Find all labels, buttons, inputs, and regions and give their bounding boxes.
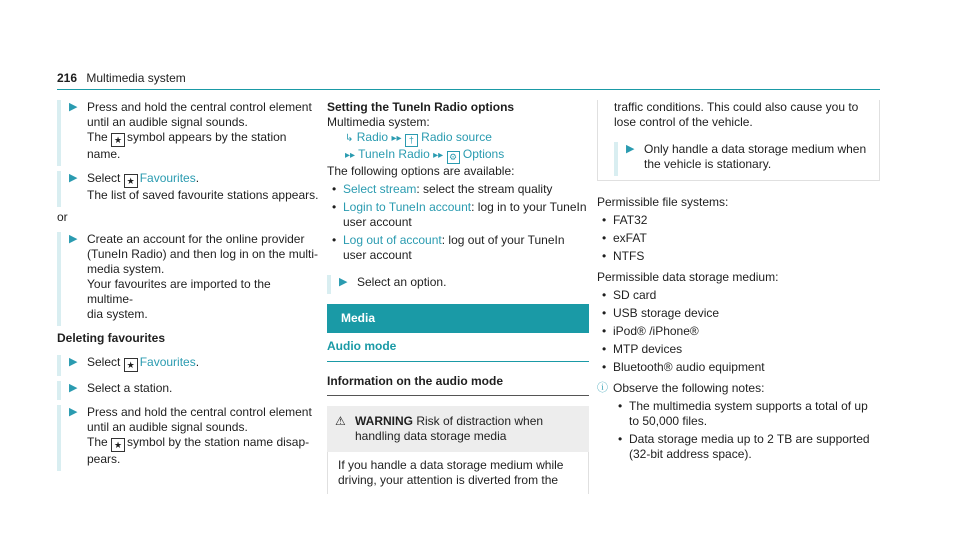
step-select-favourites-2: ▶ Select ★ Favourites. [57,355,319,372]
page-number: 216 [57,71,78,85]
warning-body: If you handle a data storage medium while driving, your attention is diverted from the [327,452,589,494]
options-list [327,182,589,263]
audio-mode-heading: Audio mode [327,339,589,362]
list-item: • Select stream: select the stream quality [327,182,589,197]
nav-path-line-1 [327,130,589,147]
warning-box [327,406,589,452]
return-arrow-icon: ↳ [345,133,354,144]
column-2 [327,100,589,494]
nav-path-line-2 [327,147,589,164]
column-3 [597,100,880,468]
page-header [57,71,186,85]
media-list [597,288,880,375]
arrow-right-icon: ▶ [69,382,78,394]
step-stationary: ▶ Only handle a data storage medium when the vehicle is stationary. [614,142,869,172]
arrow-right-icon: ▶ [69,172,78,184]
antenna-icon: † [405,134,418,147]
nav-tunein-radio[interactable]: TuneIn Radio [358,147,430,161]
warning-triangle-icon: ⚠ [335,414,346,428]
nav-radio-source[interactable]: Radio source [421,130,492,144]
list-item: • Log out of account: log out of your TuneIn user account [327,233,589,263]
nav-intro: Multimedia system: [327,115,430,129]
or-label: or [57,210,68,224]
star-icon: ★ [111,133,125,147]
column-1 [57,100,319,476]
header-rule [57,89,880,90]
info-audio-mode-heading: Information on the audio mode [327,374,589,396]
arrow-right-icon: ▶ [626,143,635,155]
note-block: ⓘ Observe the following notes: • The multimedia system supports a total of up to 50,000 files. • Data storage media up to 2 TB are supported (32-bit address space). [597,381,880,462]
list-item: • SD card [597,288,880,303]
tunein-options-heading: Setting the TuneIn Radio options [327,100,515,114]
double-arrow-icon: ▸▸ [345,150,356,161]
list-item: • The multimedia system supports a total of up to 50,000 files. [613,399,880,429]
list-item: • NTFS [597,249,880,264]
step-select-option: ▶ Select an option. [327,275,589,290]
arrow-right-icon: ▶ [69,101,78,113]
media-section-bar: Media [327,304,589,333]
list-item: • exFAT [597,231,880,246]
step-create-account: ▶ Create an account for the online provider (TuneIn Radio) and then log in on the multi- media system. Your favourites are imported to the multime- dia system. [57,232,319,322]
list-item: • Bluetooth® audio equipment [597,360,880,375]
warning-label: WARNING [355,414,413,428]
arrow-right-icon: ▶ [69,233,78,245]
list-item: • Data storage media up to 2 TB are supported (32-bit address space). [613,432,880,462]
favourites-link-2[interactable]: Favourites [139,355,196,369]
warning-continuation: traffic conditions. This could also cause you to lose control of the vehicle. ▶ Only handle a data storage medium when the vehicle is stationary. [597,100,880,181]
media-heading: Permissible data storage medium: [597,270,779,284]
list-item: • MTP devices [597,342,880,357]
arrow-right-icon: ▶ [69,356,78,368]
fs-list [597,213,880,264]
step-select-station: ▶ Select a station. [57,381,319,396]
section-title: Multimedia system [86,71,186,85]
arrow-right-icon: ▶ [339,276,348,288]
nav-radio[interactable]: Radio [356,130,389,144]
star-icon: ★ [124,358,138,372]
list-item: • iPod® /iPhone® [597,324,880,339]
star-icon: ★ [111,438,125,452]
favourites-link[interactable]: Favourites [139,171,196,185]
step-press-hold-2: ▶ Press and hold the central control element until an audible signal sounds. The ★ symbol by the station name disap- pears. [57,405,319,467]
list-item: • Login to TuneIn account: log in to your TuneIn user account [327,200,589,230]
step-press-hold: ▶ Press and hold the central control element until an audible signal sounds. The ★ symbol appears by the station name. [57,100,319,162]
fs-heading: Permissible file systems: [597,195,729,209]
gear-icon: ⚙ [447,151,460,164]
notes-list [613,399,880,462]
double-arrow-icon: ▸▸ [433,150,444,161]
list-item: • FAT32 [597,213,880,228]
list-item: • USB storage device [597,306,880,321]
arrow-right-icon: ▶ [69,406,78,418]
nav-options[interactable]: Options [462,147,505,161]
info-icon: ⓘ [597,382,608,394]
star-icon: ★ [124,174,138,188]
options-intro: The following options are available: [327,164,515,178]
step-select-favourites: ▶ Select ★ Favourites. The list of saved favourite stations appears. [57,171,319,203]
warning-text: Risk of distraction when handling data storage media [355,414,544,443]
double-arrow-icon: ▸▸ [391,133,402,144]
deleting-favourites-heading: Deleting favourites [57,331,166,345]
